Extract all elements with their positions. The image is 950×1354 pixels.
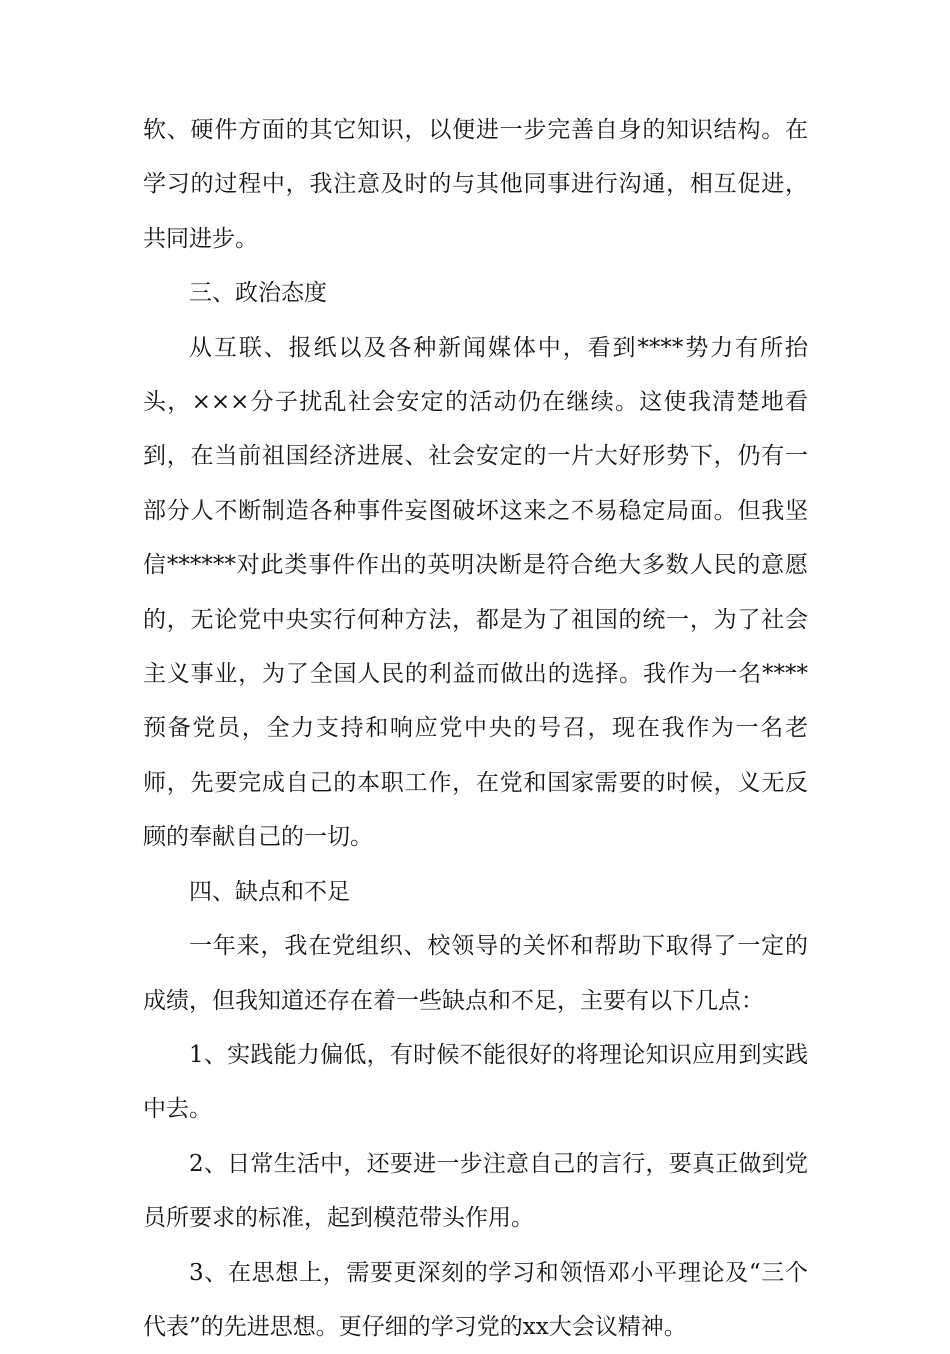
continuation-paragraph: 软、硬件方面的其它知识，以便进一步完善自身的知识结构。在学习的过程中，我注意及时的与其他同事进行沟通，相互促进，共同进步。 — [143, 117, 808, 252]
document-body — [143, 103, 808, 1354]
political-attitude-paragraph: 从互联、报纸以及各种新闻媒体中，看到****势力有所抬头，×××分子扰乱社会安定的活动仍在继续。这使我清楚地看到，在当前祖国经济进展、社会安定的一片大好形势下，仍有一部分人不断制造各种事件妄图破坏这来之不易稳定局面。但我坚信******对此类事件作出的英明决断是符合绝大多数人民的意愿的，无论党中央实行何种方法，都是为了祖国的统一，为了社会主义事业，为了全国人民的利益而做出的选择。我作为一名****预备党员，全力支持和响应党中央的号召，现在我作为一名老师，先要完成自己的本职工作，在党和国家需要的时候，义无反顾的奉献自己的一切。 — [143, 334, 808, 851]
section-heading-shortcomings: 四、缺点和不足 — [189, 878, 350, 905]
shortcoming-item-2: 2、日常生活中，还要进一步注意自己的言行，要真正做到党员所要求的标准，起到模范带头作用。 — [143, 1150, 808, 1232]
shortcoming-item-1: 1、实践能力偏低，有时候不能很好的将理论知识应用到实践中去。 — [143, 1041, 808, 1123]
shortcoming-item-3: 3、在思想上，需要更深刻的学习和领悟邓小平理论及“三个代表”的先进思想。更仔细的学习党的xx大会议精神。 — [143, 1259, 808, 1340]
section-heading-political-attitude: 三、政治态度 — [189, 280, 327, 307]
shortcomings-intro-paragraph: 一年来，我在党组织、校领导的关怀和帮助下取得了一定的成绩，但我知道还存在着一些缺点和不足，主要有以下几点： — [143, 933, 808, 1014]
